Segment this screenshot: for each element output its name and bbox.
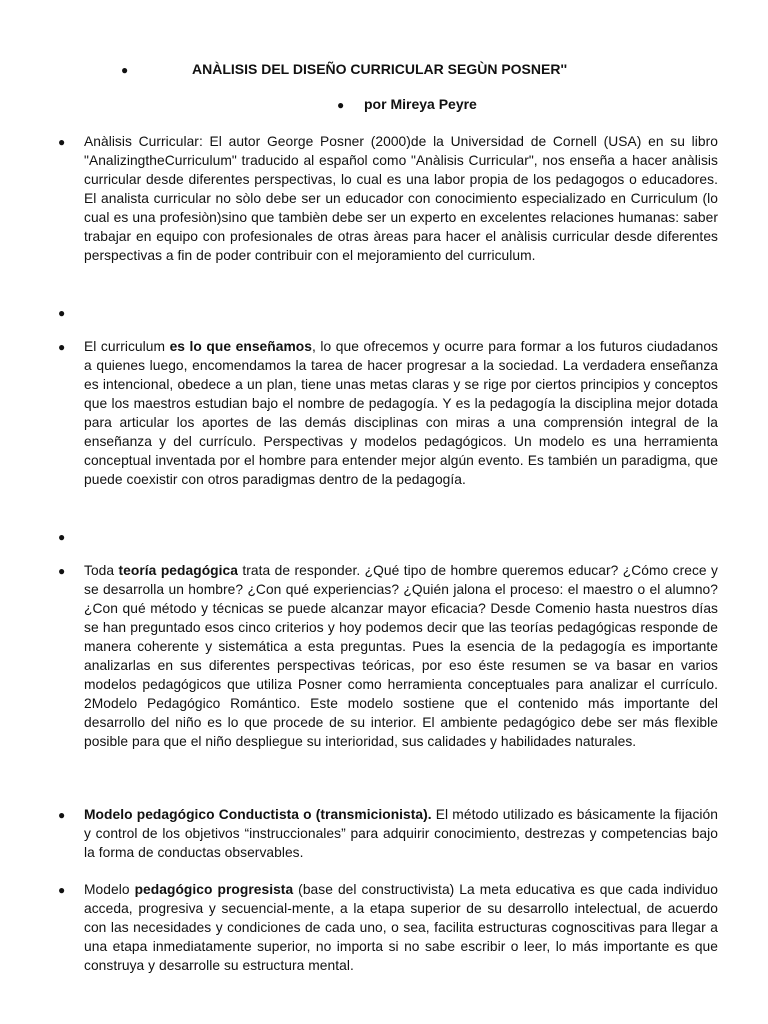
paragraph-bold-term: es lo que enseñamos — [169, 339, 312, 354]
paragraph-curriculum — [84, 337, 718, 489]
title-bullet: ● — [121, 63, 129, 77]
paragraph-rest: El método utilizado es básicamente la fijación y control de los objetivos “instruccionales” para adquirir conocimiento, destrezas y competencias bajo la forma de conductas observables. — [84, 807, 718, 860]
paragraph-analisis-curricular: Anàlisis Curricular: El autor George Posner (2000)de la Universidad de Cornell (USA) en su libro "AnalizingtheCurriculum" traducido al español como "Anàlisis Curricular", nos enseña a hacer anàlisis curricular desde diferentes perspectivas, lo cual es una labor propia de los pedagogos o educadores. El analista curricular no sòlo debe ser un educador con conocimiento especializado en Curriculum (lo cual es una profesiòn)sino que tambièn debe ser un experto en excelentes relaciones humanas: saber trabajar en equipo con profesionales de otras àreas para hacer el anàlisis curricular desde diferentes perspectivas a fin de poder contribuir con el mejoramiento del curriculum. — [84, 134, 718, 263]
paragraph-lead: Toda — [84, 563, 119, 578]
paragraph-bullet: ● — [58, 135, 66, 149]
paragraph-modelo-progresista — [84, 880, 718, 975]
document-title: ANÀLISIS DEL DISEÑO CURRICULAR SEGÙN POSNER'' — [192, 61, 568, 77]
author-bullet: ● — [337, 98, 345, 112]
paragraph-bullet: ● — [58, 883, 66, 897]
paragraph-bold-term: Modelo pedagógico Conductista o (transmicionista). — [84, 807, 432, 822]
paragraph-rest: (base del constructivista) La meta educativa es que cada individuo acceda, progresiva y secuencial-mente, a la etapa superior de su desarrollo intelectual, de acuerdo con las necesidades y condiciones de cada uno, o sea, facilita estructuras cognoscitivas para llegar a una etapa inmediatamente superior, no importa si no sabe escribir o leer, lo más importante es que construya y desarrolle su estructura mental. — [84, 882, 719, 973]
paragraph-lead: El curriculum — [84, 339, 170, 354]
paragraph-rest: , lo que ofrecemos y ocurre para formar a los futuros ciudadanos a quienes luego, encomendamos la tarea de hacer progresar a la sociedad. La verdadera enseñanza es intencional, obedece a un plan, tiene unas metas claras y se rige por ciertos principios y conceptos que los maestros estudian bajo el nombre de pedagogía. Y es la pedagogía la disciplina mejor dotada para articular los aportes de las demás disciplinas con miras a una comprensión integral de la enseñanza y del currículo. Perspectivas y modelos pedagógicos. Un modelo es una herramienta conceptual inventada por el hombre para entender mejor algún evento. Es también un paradigma, que puede coexistir con otros paradigmas dentro de la pedagogía. — [84, 339, 718, 487]
paragraph-bullet: ● — [58, 808, 66, 822]
paragraph-lead: Modelo — [84, 882, 135, 897]
document-author: por Mireya Peyre — [364, 96, 477, 112]
paragraph-teoria-pedagogica — [84, 561, 718, 751]
paragraph-bold-term: teoría pedagógica — [118, 563, 238, 578]
paragraph-bold-term: pedagógico progresista — [134, 882, 294, 897]
paragraph-rest: trata de responder. ¿Qué tipo de hombre queremos educar? ¿Cómo crece y se desarrolla un hombre? ¿Con qué experiencias? ¿Quién jalona el proceso: el maestro o el alumno? ¿Con qué método y técnicas se puede alcanzar mayor eficacia? Desde Comenio hasta nuestros días se han preguntado esos cinco criterios y hoy podemos decir que las teorías pedagógicas responde de manera coherente y sistemática a esta preguntas. Pues la esencia de la pedagogía es importante analizarlas en sus diferentes perspectivas teóricas, por eso éste resumen se va basar en varios modelos pedagógicos que utiliza Posner como herramienta conceptuales para analizar el currículo. 2Modelo Pedagógico Romántico. Este modelo sostiene que el contenido más importante del desarrollo del niño es lo que procede de su interior. El ambiente pedagógico debe ser más flexible posible para que el niño despliegue su interioridad, sus calidades y habilidades naturales. — [84, 563, 718, 749]
paragraph-bullet: ● — [58, 564, 66, 578]
empty-bullet: ● — [58, 530, 66, 544]
empty-bullet: ● — [58, 306, 66, 320]
paragraph-modelo-conductista — [84, 805, 718, 862]
paragraph-bullet: ● — [58, 340, 66, 354]
